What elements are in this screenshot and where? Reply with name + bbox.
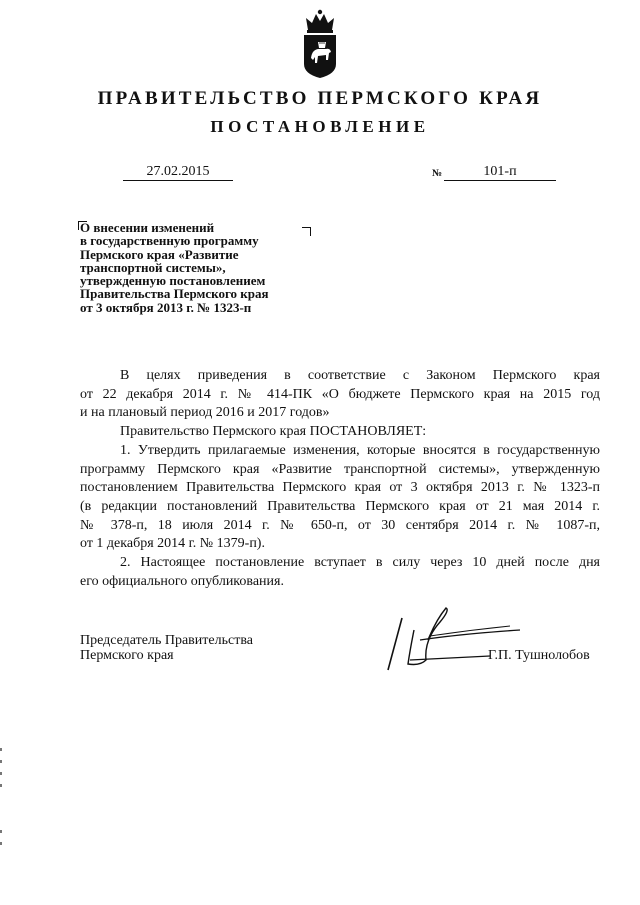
subject-line: утвержденную постановлением [80, 273, 266, 289]
body-line: от 1 декабря 2014 г. № 1379-п). [80, 536, 265, 552]
signer-title-line: Пермского края [80, 648, 174, 663]
body-line: В целях приведения в соответствие с Законом Пермского края [120, 368, 600, 383]
subject-line: в государственную программу [80, 233, 259, 249]
subject-line: транспортной системы», [80, 259, 226, 275]
body-line: постановлением Правительства Пермского края от 3 октября 2013 г. № 1323-п [80, 480, 600, 496]
body-line: 1. Утвердить прилагаемые изменения, которые вносятся в государственную [120, 442, 600, 458]
margin-mark [0, 748, 2, 751]
body-line: 2. Настоящее постановление вступает в силу через 10 дней после дня [120, 555, 600, 571]
body-line: от 22 декабря 2014 г. № 414-ПК «О бюджете Пермского края на 2015 год [80, 386, 600, 402]
body-line: и на плановый период 2016 и 2017 годов» [80, 405, 330, 421]
signature-image [380, 600, 530, 680]
subject-line: О внесении изменений [80, 220, 215, 235]
body-line: программу Пермского края «Развитие транспортной системы», утвержденную [80, 461, 600, 477]
number-sign: № [432, 168, 443, 179]
signer-name: Г.П. Тушнолобов [488, 648, 590, 663]
subject-line: от 3 октября 2013 г. № 1323-п [80, 299, 252, 315]
document-body [80, 367, 600, 591]
body-line: Правительство Пермского края ПОСТАНОВЛЯЕТ: [120, 424, 427, 440]
margin-mark [0, 842, 2, 845]
margin-mark [0, 772, 2, 775]
subject-line: Пермского края «Развитие [80, 246, 239, 262]
signer-title-line: Председатель Правительства [80, 633, 253, 648]
document-date: 27.02.2015 [123, 163, 233, 181]
subject-line: Правительства Пермского края [80, 286, 269, 302]
document-number: 101-п [444, 163, 556, 181]
margin-mark [0, 784, 2, 787]
signer-title [80, 633, 253, 663]
body-line: № 378-п, 18 июля 2014 г. № 650-п, от 30 сентября 2014 г. № 1087-п, [80, 517, 600, 533]
body-line: его официального опубликования. [80, 573, 284, 589]
organization-title: ПРАВИТЕЛЬСТВО ПЕРМСКОГО КРАЯ [97, 88, 543, 109]
document-type: ПОСТАНОВЛЕНИЕ [210, 117, 430, 136]
coat-of-arms-icon [296, 8, 344, 80]
margin-mark [0, 830, 2, 833]
subject-block [80, 221, 340, 314]
body-line: (в редакции постановлений Правительства Пермского края от 21 мая 2014 г. [80, 498, 600, 514]
margin-mark [0, 760, 2, 763]
